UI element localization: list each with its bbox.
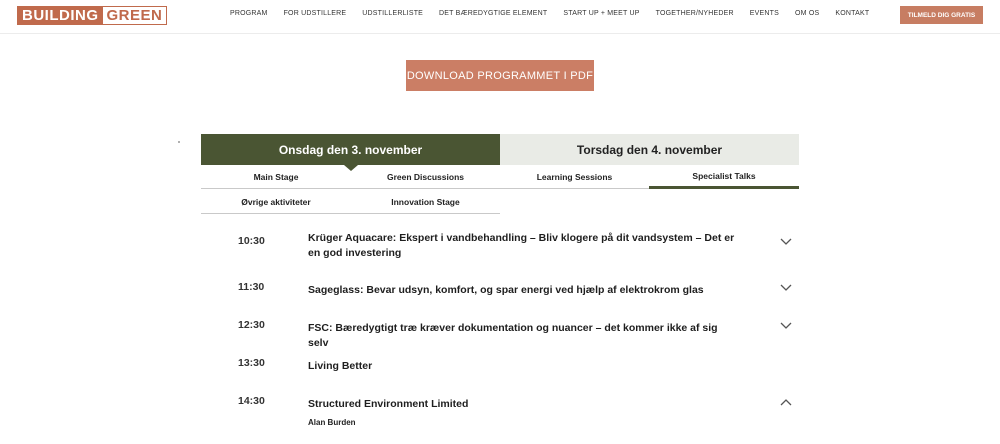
nav-together-nyheder[interactable]: TOGETHER/NYHEDER [655,10,734,17]
session-title[interactable]: Sageglass: Bevar udsyn, komfort, og spar energi ved hjælp af elektrokrom glas [308,284,704,296]
chevron-down-icon[interactable] [780,322,792,330]
session-title[interactable]: Structured Environment Limited [308,398,469,410]
tab-green-discussions[interactable]: Green Discussions [351,165,500,189]
tab-day-wednesday[interactable]: Onsdag den 3. november [201,134,500,165]
session-title[interactable]: FSC: Bæredygtigt træ kræver dokumentation og nuancer – det kommer ikke af sig selv [308,322,718,349]
chevron-down-icon[interactable] [780,284,792,292]
nav-program[interactable]: PROGRAM [230,10,268,17]
session-time: 11:30 [238,281,265,293]
tab-main-stage[interactable]: Main Stage [201,165,351,189]
session-time: 10:30 [238,235,265,247]
tab-ovrige-aktiviteter[interactable]: Øvrige aktiviteter [201,190,351,214]
nav-udstillerliste[interactable]: UDSTILLERLISTE [362,10,424,17]
chevron-up-icon[interactable] [780,398,792,406]
site-header [0,0,1000,34]
logo-building: BUILDING [18,7,103,24]
logo-green: GREEN [103,7,167,24]
nav-det-baeredygtige-element[interactable]: DET BÆREDYGTIGE ELEMENT [439,10,548,17]
nav-om-os[interactable]: OM OS [795,10,820,17]
nav-for-udstillere[interactable]: FOR UDSTILLERE [283,10,347,17]
nav-start-up-meet-up[interactable]: START UP + MEET UP [563,10,640,17]
main-nav [230,10,885,17]
tab-day-thursday[interactable]: Torsdag den 4. november [500,134,799,165]
session-title[interactable]: Krüger Aquacare: Ekspert i vandbehandling – Bliv klogere på dit vandsystem – Det er en god investering [308,232,735,259]
nav-events[interactable]: EVENTS [749,10,780,17]
building-green-logo[interactable] [17,6,167,25]
tab-specialist-talks[interactable]: Specialist Talks [649,165,799,189]
signup-button[interactable]: TILMELD DIG GRATIS [900,6,983,24]
session-speaker: Alan Burden [308,418,356,427]
tab-innovation-stage[interactable]: Innovation Stage [351,190,500,214]
session-time: 13:30 [238,357,265,369]
nav-kontakt[interactable]: KONTAKT [835,10,870,17]
session-title[interactable]: Living Better [308,360,373,372]
session-time: 14:30 [238,395,265,407]
tab-learning-sessions[interactable]: Learning Sessions [500,165,649,189]
chevron-down-icon[interactable] [780,238,792,246]
session-time: 12:30 [238,319,265,331]
download-program-button[interactable]: DOWNLOAD PROGRAMMET I PDF [406,60,594,91]
decorative-dot [178,141,180,143]
